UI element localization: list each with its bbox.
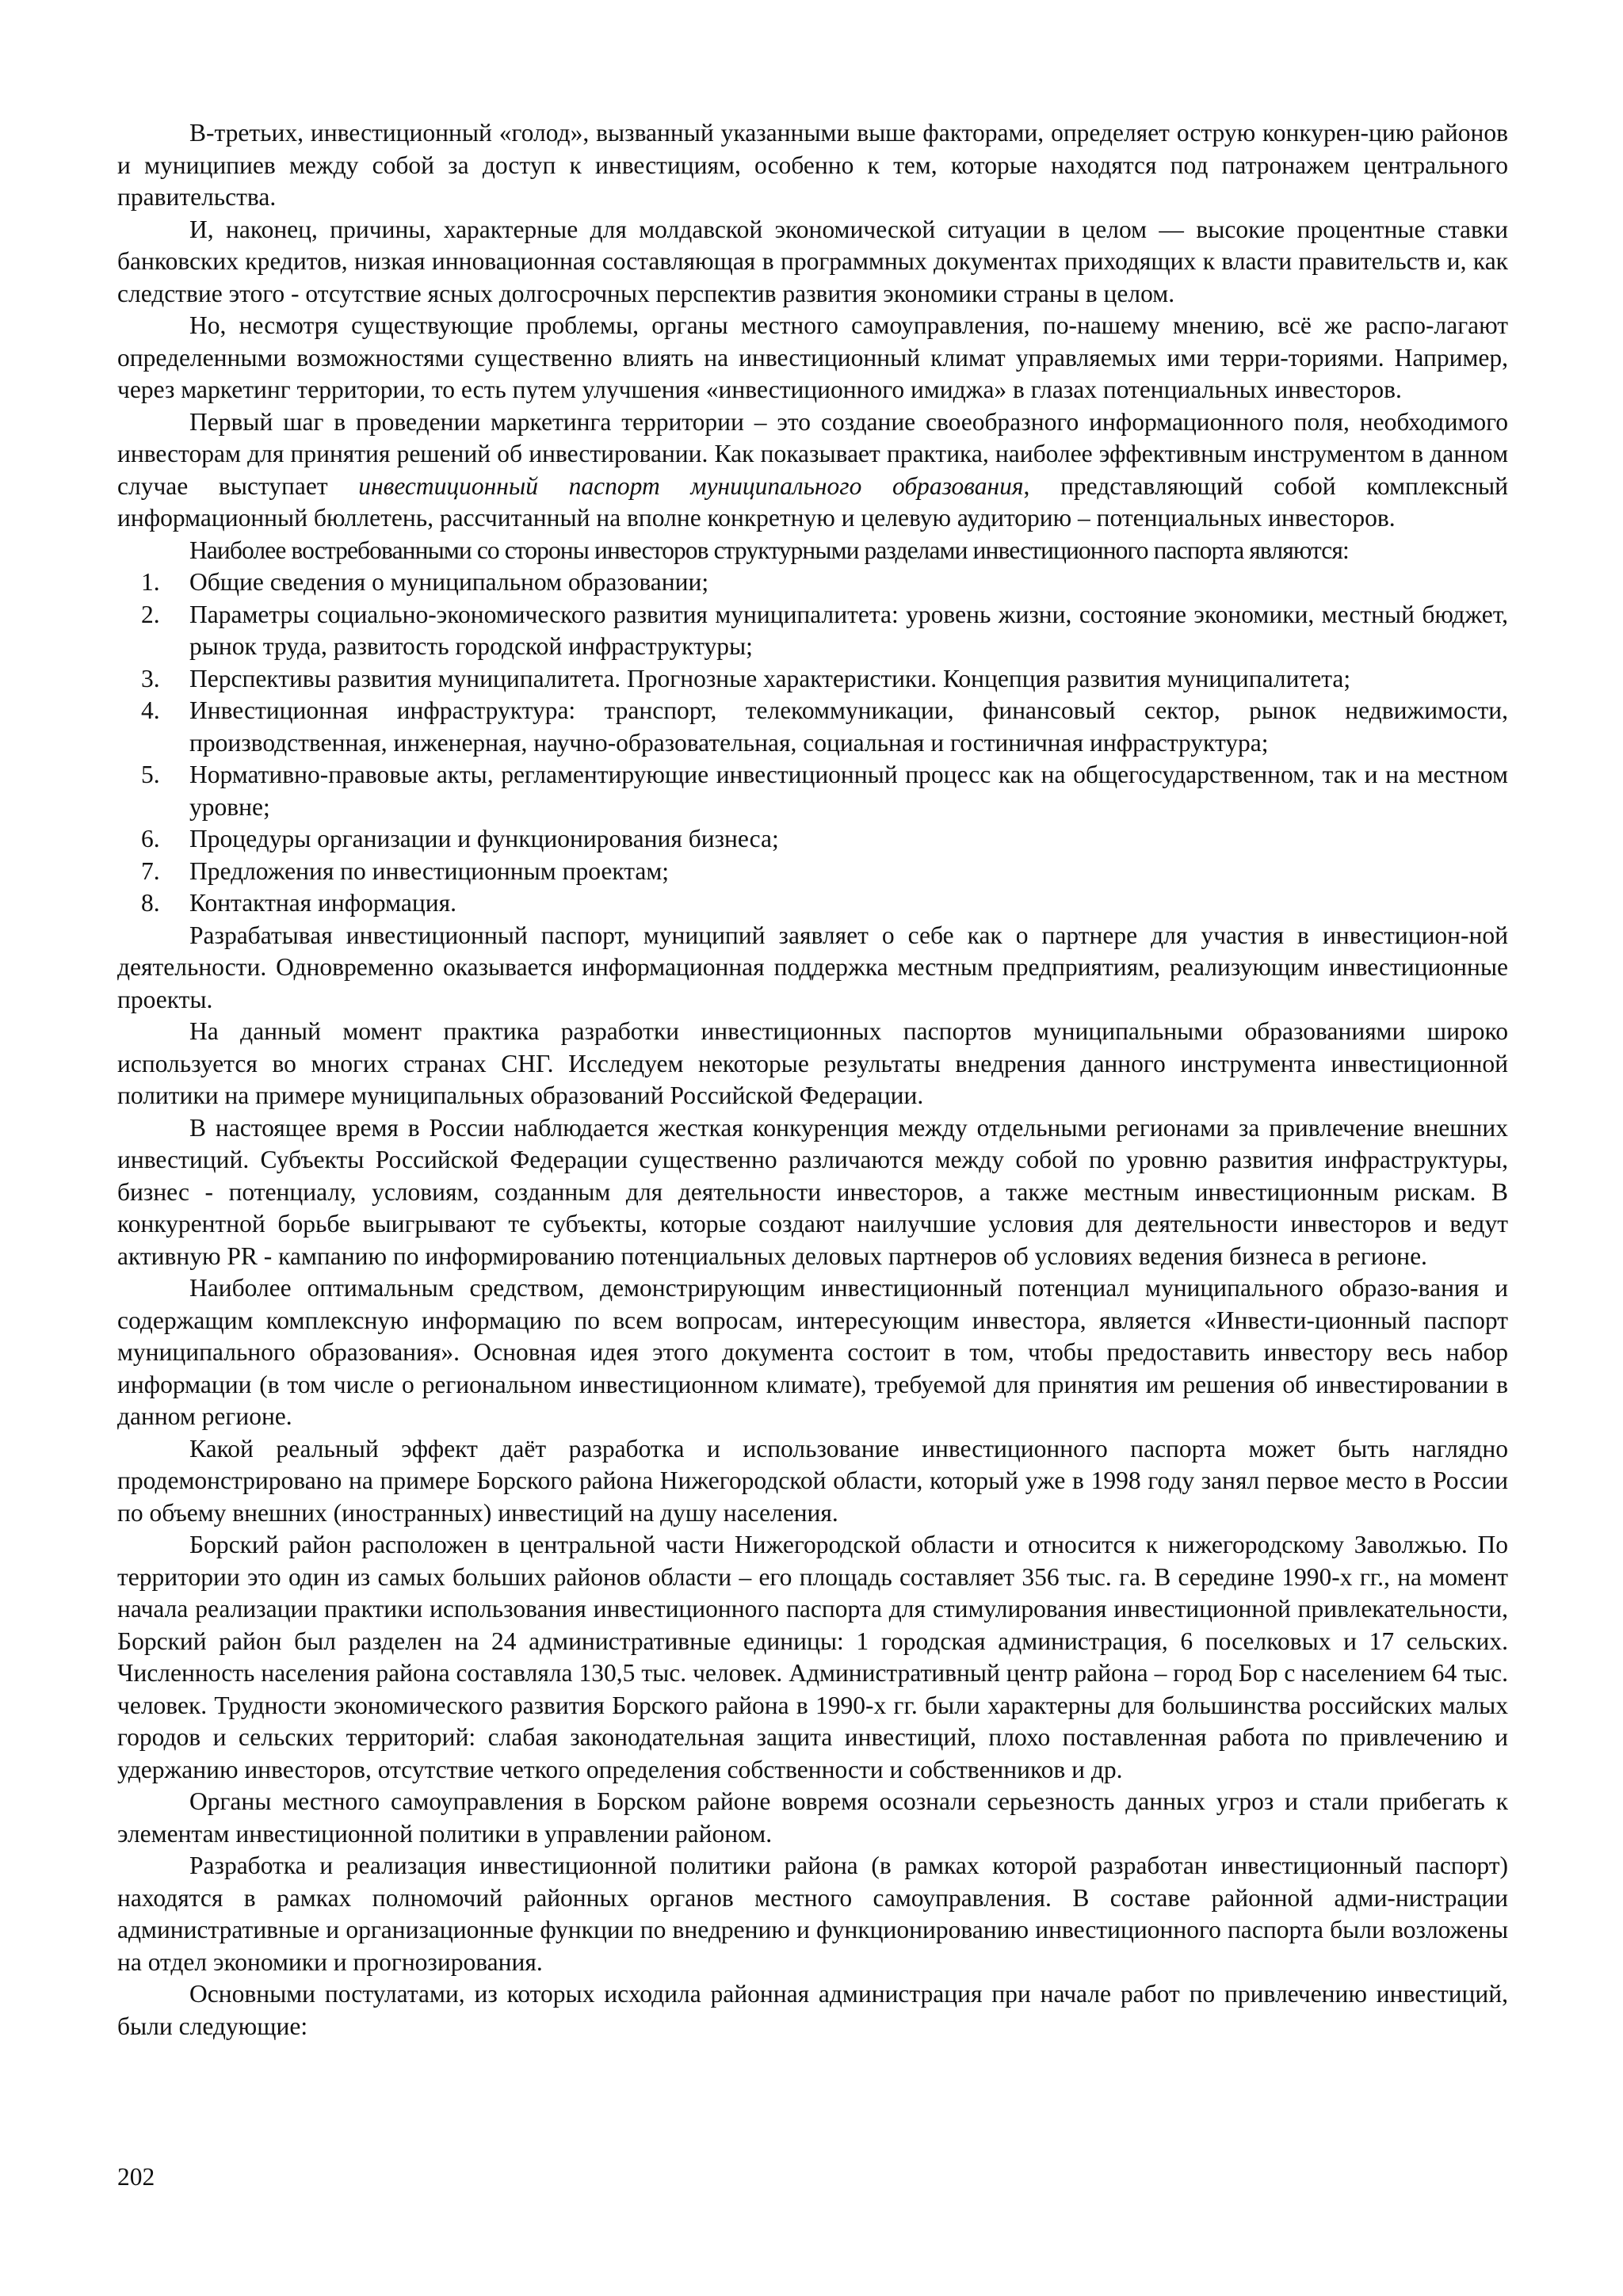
- list-item-number: 8.: [141, 889, 160, 917]
- list-item: [117, 759, 1508, 823]
- list-item: [117, 663, 1508, 696]
- list-item-text: Процедуры организации и функционирования бизнеса;: [189, 825, 779, 852]
- list-item-number: 6.: [141, 825, 160, 852]
- list-item-number: 3.: [141, 664, 160, 692]
- body-paragraph: На данный момент практика разработки инвестиционных паспортов муниципальными образованиями широко используется во многих странах СНГ. Исследуем некоторые результаты внедрения данного инструмента инвестиционной политики на примере муниципальных образований Российской Федерации.: [117, 1017, 1508, 1109]
- passport-paragraph-emphasis: инвестиционный паспорт муниципального образования: [358, 471, 1024, 500]
- list-item-text: Нормативно-правовые акты, регламентирующие инвестиционный процесс как на общегосударственном, так и на местном уровне;: [189, 761, 1508, 821]
- body-paragraph: Разрабатывая инвестиционный паспорт, муниципий заявляет о себе как о партнере для участия в инвестицион-ной деятельности. Одновременно оказывается информационная поддержка местным предприятиям, реализующим инвестиционные проекты.: [117, 921, 1508, 1013]
- list-item-text: Общие сведения о муниципальном образовании;: [189, 568, 709, 596]
- page-number: 202: [117, 2163, 155, 2191]
- list-item: [117, 887, 1508, 920]
- list-item: [117, 599, 1508, 663]
- passport-paragraph-text: Первый шаг в проведении маркетинга территории – это создание своеобразного информационного поля, необходимого инвесторам для принятия решений об инвестировании. Как показывает практика, наиболее эффективным инструментом в данном случае выступает: [117, 407, 1508, 500]
- body-paragraph: И, наконец, причины, характерные для молдавской экономической ситуации в целом — высокие процентные ставки банковских кредитов, низкая инновационная составляющая в программных документах приходящих к власти правительств и, как следствие этого - отсутствие ясных долгосрочных перспектив развития экономики страны в целом.: [117, 215, 1508, 307]
- list-item-number: 4.: [141, 696, 160, 724]
- body-paragraph: Органы местного самоуправления в Борском районе вовремя осознали серьезность данных угроз и стали прибегать к элементам инвестиционной политики в управлении районом.: [117, 1787, 1508, 1848]
- passport-paragraph-text: , представляющий собой комплексный информационный бюллетень, рассчитанный на вполне конкретную и целевую аудиторию – потенциальных инвесторов.: [117, 471, 1508, 532]
- body-paragraph: Борский район расположен в центральной части Нижегородской области и относится к нижегородскому Заволжью. По территории это один из самых больших районов области – его площадь составляет 356 тыс. га. В середине 1990-х гг., на момент начала реализации практики использования инвестиционного паспорта для стимулирования инвестиционной привлекательности, Борский район был разделен на 24 административные единицы: 1 городская администрация, 6 поселковых и 17 сельских. Численность населения района составляла 130,5 тыс. человек. Административный центр района – город Бор с населением 64 тыс. человек. Трудности экономического развития Борского района в 1990-х гг. были характерны для большинства российских малых городов и сельских территорий: слабая законодательная защита инвестиций, плохо поставленная работа по привлечению и удержанию инвесторов, отсутствие четкого определения собственности и собственников и др.: [117, 1531, 1508, 1783]
- list-item-text: Предложения по инвестиционным проектам;: [189, 856, 670, 885]
- passport-sections-list: [117, 566, 1508, 920]
- list-item: [117, 566, 1508, 599]
- list-item: [117, 823, 1508, 856]
- list-item-number: 5.: [141, 761, 160, 788]
- list-item-text: Контактная информация.: [189, 889, 456, 917]
- list-item-number: 1.: [141, 568, 160, 596]
- list-item-number: 7.: [141, 856, 160, 885]
- list-intro: Наиболее востребованными со стороны инвесторов структурными разделами инвестиционного паспорта являются:: [189, 536, 1349, 564]
- body-paragraph: Наиболее оптимальным средством, демонстрирующим инвестиционный потенциал муниципального образо-вания и содержащим комплексную информацию по всем вопросам, интересующим инвестора, является «Инвести-ционный паспорт муниципального образования». Основная идея этого документа состоит в том, чтобы предоставить инвестору весь набор информации (в том числе о региональном инвестиционном климате), требуемой для принятия им решения об инвестировании в данном регионе.: [117, 1274, 1508, 1430]
- passport-paragraph: [117, 406, 1508, 535]
- list-item-text: Параметры социально-экономического развития муниципалитета: уровень жизни, состояние экономики, местный бюджет, рынок труда, развитость городской инфраструктуры;: [189, 600, 1508, 660]
- list-item-number: 2.: [141, 600, 160, 628]
- list-item: [117, 695, 1508, 759]
- list-item-text: Инвестиционная инфраструктура: транспорт, телекоммуникации, финансовый сектор, рынок недвижимости, производственная, инженерная, научно-образовательная, социальная и гостиничная инфраструктура;: [189, 696, 1508, 757]
- body-paragraph: Какой реальный эффект даёт разработка и использование инвестиционного паспорта может быть наглядно продемонстрировано на примере Борского района Нижегородской области, который уже в 1998 году занял первое место в России по объему внешних (иностранных) инвестиций на душу населения.: [117, 1434, 1508, 1527]
- body-paragraph: В-третьих, инвестиционный «голод», вызванный указанными выше факторами, определяет острую конкурен-цию районов и муниципиев между собой за доступ к инвестициям, особенно к тем, которые находятся под патронажем центрального правительства.: [117, 119, 1508, 211]
- body-paragraph: В настоящее время в России наблюдается жесткая конкуренция между отдельными регионами за привлечение внешних инвестиций. Субъекты Российской Федерации существенно различаются между собой по уровню развития инфраструктуры, бизнес - потенциалу, условиям, созданным для деятельности инвесторов, а также местным инвестиционным рискам. В конкурентной борьбе выигрывают те субъекты, которые создают наилучшие условия для деятельности инвесторов и ведут активную PR - кампанию по информированию потенциальных деловых партнеров об условиях ведения бизнеса в регионе.: [117, 1113, 1508, 1270]
- document-page: [117, 117, 1508, 2042]
- body-paragraph: Основными постулатами, из которых исходила районная администрация при начале работ по привлечению инвестиций, были следующие:: [117, 1980, 1508, 2040]
- list-item-text: Перспективы развития муниципалитета. Прогнозные характеристики. Концепция развития муниципалитета;: [189, 664, 1351, 692]
- list-item: [117, 856, 1508, 888]
- body-paragraph: Разработка и реализация инвестиционной политики района (в рамках которой разработан инвестиционный паспорт) находятся в рамках полномочий районных органов местного самоуправления. В составе районной адми-нистрации административные и организационные функции по внедрению и функционированию инвестиционного паспорта были возложены на отдел экономики и прогнозирования.: [117, 1852, 1508, 1976]
- body-paragraph: Но, несмотря существующие проблемы, органы местного самоуправления, по-нашему мнению, всё же распо-лагают определенными возможностями существенно влиять на инвестиционный климат управляемых ими терри-ториями. Например, через маркетинг территории, то есть путем улучшения «инвестиционного имиджа» в глазах потенциальных инвесторов.: [117, 311, 1508, 403]
